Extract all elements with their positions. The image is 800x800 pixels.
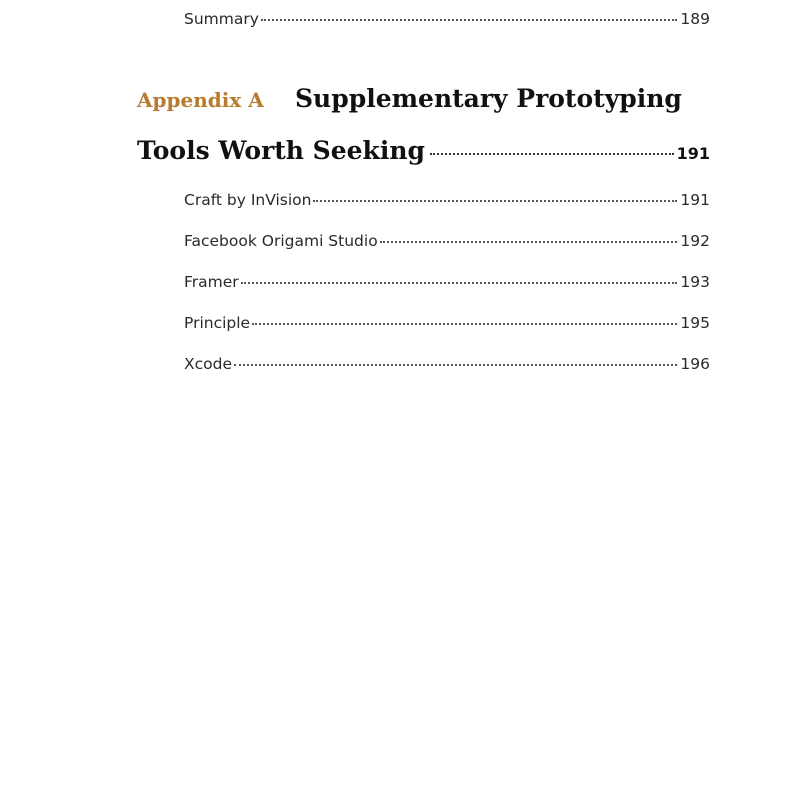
appendix-page: 191	[676, 144, 710, 163]
toc-entry-framer	[184, 273, 710, 291]
appendix-heading-line2	[137, 136, 710, 165]
toc-entry-page: 191	[680, 191, 710, 209]
toc-entry-origami	[184, 232, 710, 250]
toc-entry-xcode	[184, 355, 710, 373]
appendix-title-line2: Tools Worth Seeking	[137, 136, 426, 165]
toc-entry-label: Facebook Origami Studio	[184, 232, 378, 250]
toc-entry-summary	[184, 10, 710, 28]
toc-entry-page: 196	[680, 355, 710, 373]
dot-leader	[252, 323, 677, 325]
toc-entry-principle	[184, 314, 710, 332]
dot-leader	[241, 282, 678, 284]
toc-entry-craft	[184, 191, 710, 209]
appendix-label: Appendix A	[137, 88, 264, 112]
toc-entry-page: 189	[680, 10, 710, 28]
dot-leader	[430, 153, 674, 155]
appendix-heading	[137, 84, 682, 113]
appendix-title-line1: Supplementary Prototyping	[295, 84, 682, 113]
dot-leader	[234, 364, 677, 366]
toc-entry-label: Summary	[184, 10, 259, 28]
toc-entry-label: Principle	[184, 314, 251, 332]
toc-entry-label: Xcode	[184, 355, 232, 373]
dot-leader	[380, 241, 678, 243]
toc-entry-page: 195	[680, 314, 710, 332]
toc-entry-page: 193	[680, 273, 710, 291]
toc-entry-page: 192	[680, 232, 710, 250]
toc-entry-label: Craft by InVision	[184, 191, 312, 209]
dot-leader	[313, 200, 677, 202]
toc-entry-label: Framer	[184, 273, 239, 291]
dot-leader	[261, 19, 678, 21]
